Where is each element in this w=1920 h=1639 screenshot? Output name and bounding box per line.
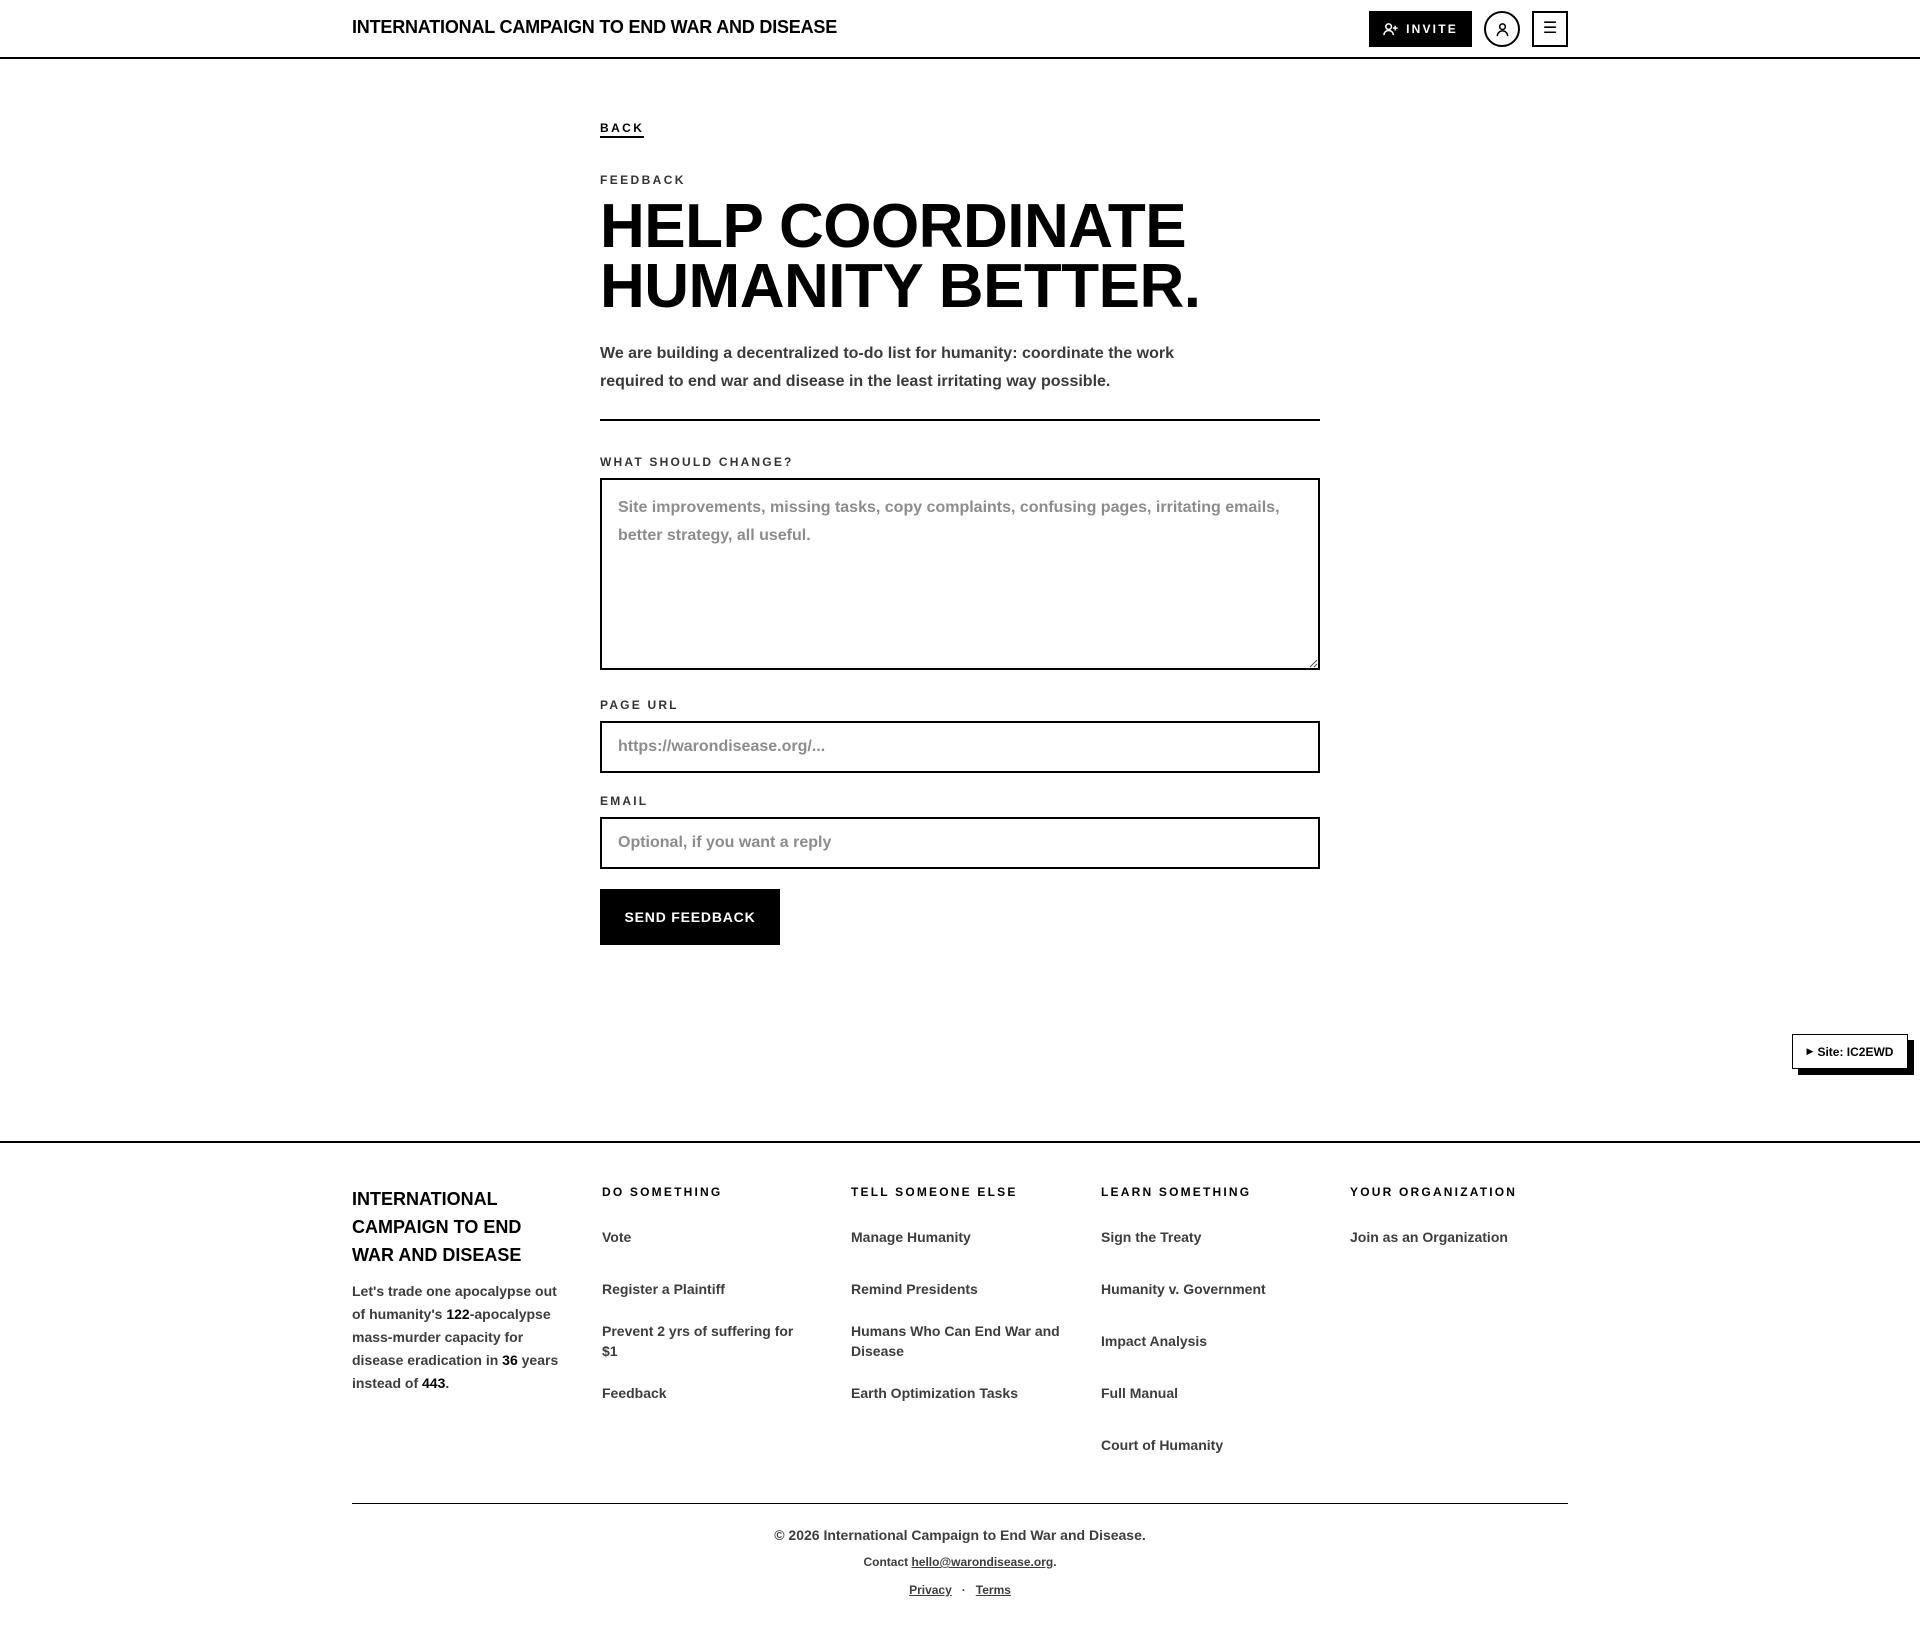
footer-brand: INTERNATIONAL CAMPAIGN TO END WAR AND DISEASE (352, 1189, 522, 1265)
footer-link-humanity-v-government[interactable]: Humanity v. Government (1101, 1281, 1266, 1297)
site-badge-label: Site: IC2EWD (1817, 1044, 1894, 1059)
tagline-number-1: 122 (446, 1306, 470, 1322)
email-field-label: EMAIL (600, 794, 649, 808)
footer-divider (352, 1503, 1568, 1504)
menu-button[interactable] (1532, 11, 1568, 47)
footer-link-feedback[interactable]: Feedback (602, 1385, 667, 1401)
site-brand[interactable]: INTERNATIONAL CAMPAIGN TO END WAR AND DISEASE (352, 17, 838, 37)
url-field-label: PAGE URL (600, 698, 679, 712)
footer-link-court-of-humanity[interactable]: Court of Humanity (1101, 1437, 1224, 1453)
footer-heading-learn: LEARN SOMETHING (1101, 1185, 1252, 1199)
footer-heading-do-something: DO SOMETHING (602, 1185, 723, 1199)
contact-email-link[interactable]: hello@warondisease.org (911, 1555, 1054, 1569)
invite-button[interactable] (1369, 11, 1472, 47)
footer-column-do-something (602, 1185, 822, 1401)
feedback-textarea[interactable] (600, 478, 1320, 670)
tagline-text-3: years instead of (352, 1352, 559, 1391)
footer-link-sign-treaty[interactable]: Sign the Treaty (1101, 1229, 1202, 1245)
send-feedback-button[interactable]: SEND FEEDBACK (600, 889, 780, 945)
tagline-number-2: 36 (502, 1352, 518, 1368)
account-button[interactable] (1484, 11, 1520, 47)
legal-separator: · (961, 1583, 966, 1597)
terms-link[interactable]: Terms (975, 1583, 1011, 1597)
add-user-icon (1383, 22, 1398, 37)
footer-link-manage-humanity[interactable]: Manage Humanity (851, 1229, 971, 1245)
page-url-input[interactable] (600, 721, 1320, 773)
user-icon (1495, 22, 1510, 37)
page-title-line-2: HUMANITY BETTER. (600, 252, 1201, 321)
page-title (600, 192, 1201, 321)
play-triangle-icon: ▶ (1806, 1046, 1814, 1056)
tagline-text-4: . (445, 1375, 450, 1391)
legal-links (0, 1583, 1920, 1597)
footer-link-impact-analysis[interactable]: Impact Analysis (1101, 1333, 1208, 1349)
privacy-link[interactable]: Privacy (909, 1583, 952, 1597)
footer-link-earth-tasks[interactable]: Earth Optimization Tasks (851, 1385, 1018, 1401)
footer-column-learn (1101, 1185, 1321, 1453)
page-title-line-1: HELP COORDINATE (600, 192, 1187, 261)
footer-link-join-organization[interactable]: Join as an Organization (1350, 1229, 1508, 1245)
footer-column-organization (1350, 1185, 1570, 1245)
tagline-text-2: -apocalypse mass-murder capacity for disease eradication in (352, 1306, 551, 1368)
contact-prefix: Contact (863, 1555, 912, 1569)
copyright-text: © 2026 International Campaign to End War and Disease. (774, 1527, 1146, 1543)
tagline-text-1: Let's trade one apocalypse out of humanity's (352, 1283, 557, 1322)
site-header (0, 0, 1920, 59)
tagline-number-3: 443 (422, 1375, 446, 1391)
footer-heading-organization: YOUR ORGANIZATION (1350, 1185, 1518, 1199)
footer-heading-tell-someone: TELL SOMEONE ELSE (851, 1185, 1018, 1199)
hamburger-icon: ☰ (1542, 20, 1558, 37)
invite-label: INVITE (1406, 22, 1458, 36)
footer-link-humans-who-can[interactable]: Humans Who Can End War and Disease (851, 1323, 1060, 1359)
section-eyebrow: FEEDBACK (600, 173, 686, 187)
footer-tagline (352, 1280, 562, 1395)
footer-link-remind-presidents[interactable]: Remind Presidents (851, 1281, 978, 1297)
intro-text: We are building a decentralized to-do list for humanity: coordinate the work required to end war and disease in the least irritating way possible. (600, 345, 1174, 390)
footer-link-register-plaintiff[interactable]: Register a Plaintiff (602, 1281, 725, 1297)
footer-link-full-manual[interactable]: Full Manual (1101, 1385, 1178, 1401)
footer-link-vote[interactable]: Vote (602, 1229, 632, 1245)
footer-column-tell-someone (851, 1185, 1071, 1401)
change-field-label: WHAT SHOULD CHANGE? (600, 455, 794, 469)
email-input[interactable] (600, 817, 1320, 869)
footer-link-prevent-suffering[interactable]: Prevent 2 yrs of suffering for $1 (602, 1323, 794, 1359)
contact-line (0, 1555, 1920, 1569)
back-link[interactable]: BACK (600, 121, 644, 138)
contact-suffix: . (1053, 1555, 1057, 1569)
site-badge[interactable] (1792, 1034, 1908, 1069)
section-divider (600, 419, 1320, 421)
